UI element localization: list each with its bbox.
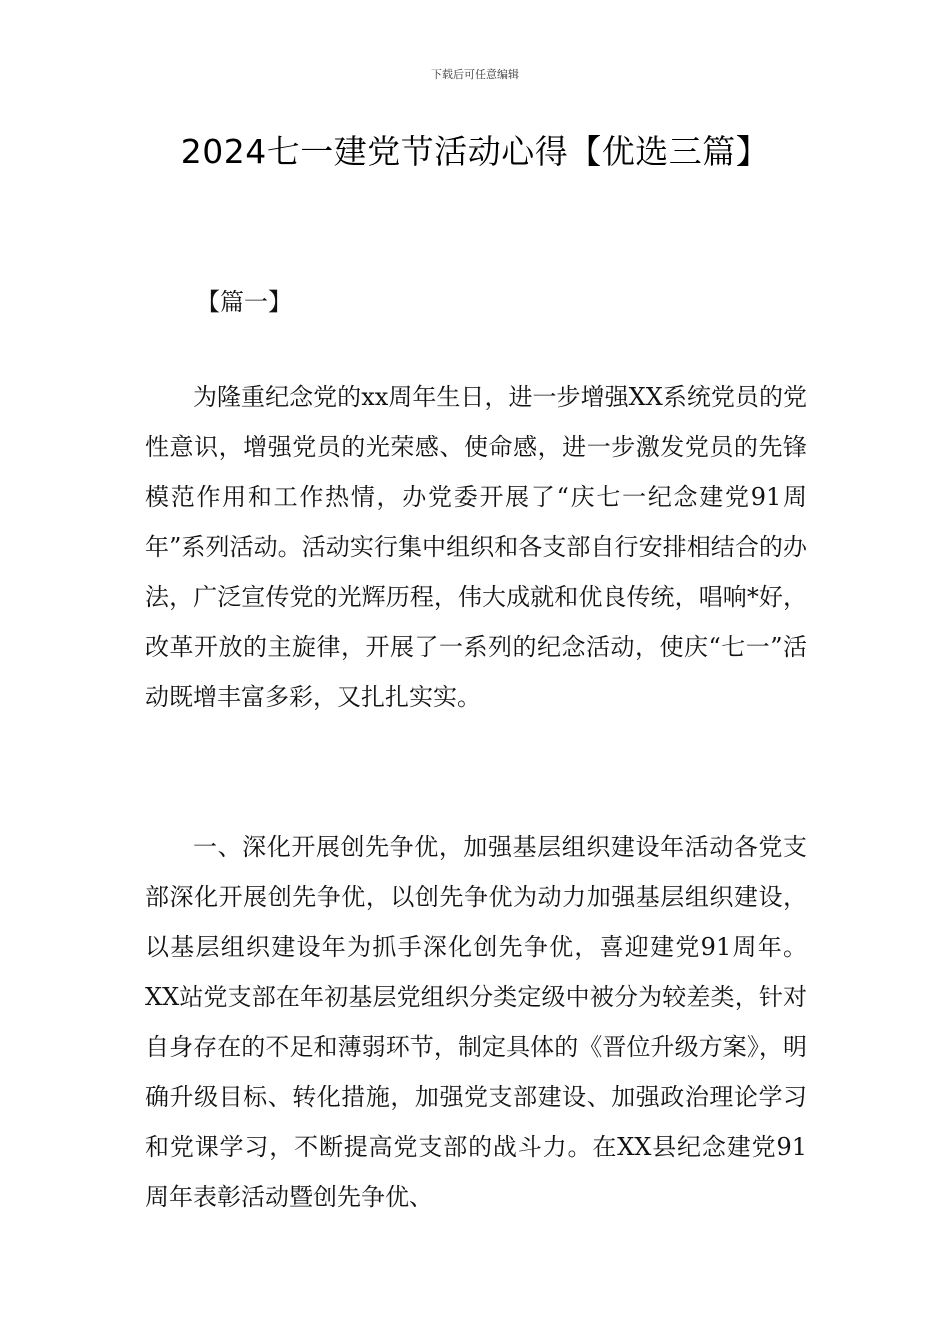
section-label: 【篇一】 (196, 288, 292, 316)
body-paragraph: 一、深化开展创先争优，加强基层组织建设年活动各党支部深化开展创先争优，以创先争优为动力加强基层组织建设，以基层组织建设年为抓手深化创先争优，喜迎建党91周年。XX站党支部在年初基层党组织分类定级中被分为较差类，针对自身存在的不足和薄弱环节，制定具体的《晋位升级方案》，明确升级目标、转化措施，加强党支部建设、加强政治理论学习和党课学习，不断提高党支部的战斗力。在XX县纪念建党91周年表彰活动暨创先争优、 (145, 833, 807, 1211)
document-title: 2024七一建党节活动心得【优选三篇】 (180, 132, 770, 171)
page-header-note: 下载后可任意编辑 (431, 68, 519, 81)
body-paragraph: 为隆重纪念党的xx周年生日，进一步增强XX系统党员的党性意识，增强党员的光荣感、使命感，进一步激发党员的先锋模范作用和工作热情，办党委开展了“庆七一纪念建党91周年”系列活动。活动实行集中组织和各支部自行安排相结合的办法，广泛宣传党的光辉历程，伟大成就和优良传统，唱响*好，改革开放的主旋律，开展了一系列的纪念活动，使庆“七一”活动既增丰富多彩，又扎扎实实。 (145, 383, 807, 711)
